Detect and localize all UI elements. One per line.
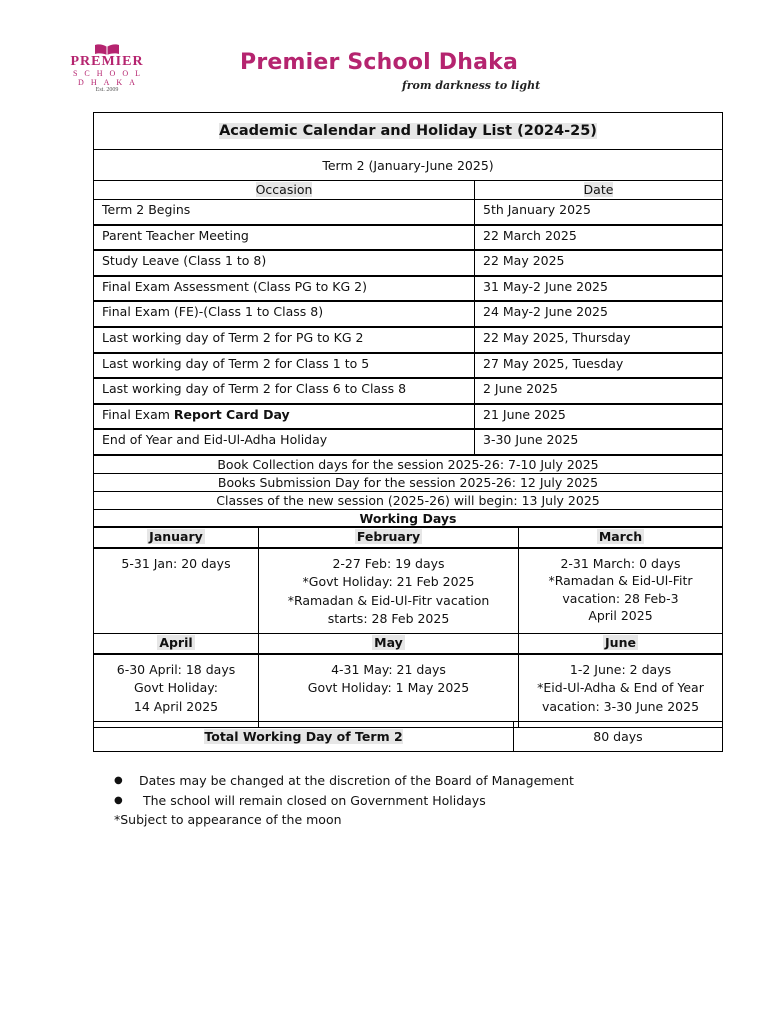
month-line: *Govt Holiday: 21 Feb 2025	[302, 574, 475, 590]
occasion-cell: Final Exam (FE)-(Class 1 to Class 8)	[94, 302, 475, 326]
book-collection-row: Book Collection days for the session 2025-26: 7-10 July 2025	[94, 456, 722, 474]
month-header: April	[159, 634, 193, 650]
school-logo	[60, 44, 154, 102]
date-header: Date	[583, 182, 614, 197]
total-label-cell	[94, 722, 514, 751]
table-row	[94, 379, 722, 405]
date-cell: 5th January 2025	[483, 202, 591, 217]
date-cell: 24 May-2 June 2025	[483, 304, 608, 320]
month-header: March	[598, 528, 643, 544]
notes	[112, 771, 574, 830]
term-label: Term 2 (January-June 2025)	[322, 157, 494, 173]
date-cell: 31 May-2 June 2025	[483, 278, 608, 294]
month-header-row	[94, 634, 722, 655]
table-row	[94, 405, 722, 431]
footnote: *Subject to appearance of the moon	[114, 812, 342, 827]
occasion-bold: Report Card Day	[173, 406, 290, 422]
month-cell	[519, 655, 722, 727]
total-label: Total Working Day of Term 2	[204, 729, 403, 744]
month-header: February	[356, 528, 421, 544]
note-bullet: ● Dates may be changed at the discretion of the Board of Management	[112, 771, 574, 791]
month-line: vacation: 3-30 June 2025	[541, 698, 700, 714]
calendar-title-row	[94, 113, 722, 150]
month-line: 4-31 May: 21 days	[331, 661, 446, 677]
working-days-title: Working Days	[94, 510, 722, 528]
page-title: Premier School Dhaka	[240, 50, 519, 75]
occasion-cell: Final Exam Assessment (Class PG to KG 2)	[94, 277, 475, 301]
logo-line-premier: PREMIER	[70, 54, 144, 69]
month-line: starts: 28 Feb 2025	[327, 611, 450, 627]
table-row	[94, 277, 722, 303]
month-header-row	[94, 528, 722, 549]
month-line: *Eid-Ul-Adha & End of Year	[537, 680, 704, 696]
occasion-cell: Parent Teacher Meeting	[94, 226, 475, 250]
month-line: Govt Holiday:	[134, 680, 218, 696]
month-line: 6-30 April: 18 days	[116, 661, 236, 677]
month-line: Govt Holiday: 1 May 2025	[307, 680, 470, 696]
total-value: 80 days	[593, 729, 643, 744]
month-header: May	[374, 634, 403, 650]
date-cell: 21 June 2025	[483, 406, 566, 422]
logo-line-est: Est. 2009	[95, 87, 119, 93]
month-line: 1-2 June: 2 days	[569, 661, 672, 677]
month-details-row	[94, 549, 722, 634]
note-bullet: ● The school will remain closed on Government Holidays	[112, 791, 574, 811]
date-cell: 22 March 2025	[483, 227, 577, 243]
month-line: *Ramadan & Eid-Ul-Fitr	[548, 573, 693, 589]
tagline: from darkness to light	[402, 79, 541, 92]
logo-line-school: SCHOOL	[72, 69, 147, 78]
occasion-cell: Last working day of Term 2 for Class 6 to Class 8	[94, 379, 475, 403]
date-cell: 2 June 2025	[483, 381, 558, 397]
book-submission-row: Books Submission Day for the session 2025-26: 12 July 2025	[94, 474, 722, 492]
month-line: 2-31 March: 0 days	[560, 555, 681, 571]
date-cell: 22 May 2025, Thursday	[483, 329, 631, 345]
date-cell: 3-30 June 2025	[483, 432, 579, 448]
date-cell: 22 May 2025	[483, 253, 565, 269]
month-cell	[94, 549, 259, 633]
total-row	[93, 721, 723, 752]
month-line: 2-27 Feb: 19 days	[332, 555, 445, 571]
month-line: vacation: 28 Feb-3	[562, 590, 679, 606]
month-cell	[519, 549, 722, 633]
occasion-cell: Study Leave (Class 1 to 8)	[94, 251, 475, 275]
calendar-table	[93, 112, 723, 728]
occasion-cell: Last working day of Term 2 for Class 1 to 5	[94, 354, 475, 378]
table-row	[94, 226, 722, 252]
occasion-cell: Last working day of Term 2 for PG to KG 2	[94, 328, 475, 352]
occasion-cell	[94, 405, 475, 429]
month-cell	[94, 655, 259, 727]
month-cell	[259, 549, 519, 633]
month-details-row	[94, 655, 722, 727]
calendar-title: Academic Calendar and Holiday List (2024-25)	[219, 123, 597, 139]
table-row	[94, 354, 722, 380]
table-row	[94, 328, 722, 354]
month-line: April 2025	[588, 608, 653, 624]
occasion-prefix: Final Exam	[102, 406, 174, 422]
table-row	[94, 430, 722, 456]
occasion-header: Occasion	[255, 182, 313, 197]
month-line: 5-31 Jan: 20 days	[121, 555, 231, 571]
table-row	[94, 251, 722, 277]
month-header: January	[149, 528, 203, 544]
month-line: *Ramadan & Eid-Ul-Fitr vacation	[287, 592, 490, 608]
term-row	[94, 150, 722, 181]
logo-line-dhaka: DHAKA	[78, 78, 142, 87]
table-row	[94, 200, 722, 226]
month-line: 14 April 2025	[133, 698, 219, 714]
occasion-cell: Term 2 Begins	[94, 200, 475, 224]
occasion-cell: End of Year and Eid-Ul-Adha Holiday	[94, 430, 475, 454]
table-row	[94, 302, 722, 328]
new-session-row: Classes of the new session (2025-26) will begin: 13 July 2025	[94, 492, 722, 510]
month-header: June	[605, 634, 636, 650]
date-cell: 27 May 2025, Tuesday	[483, 355, 624, 371]
column-header-row	[94, 181, 722, 200]
month-cell	[259, 655, 519, 727]
